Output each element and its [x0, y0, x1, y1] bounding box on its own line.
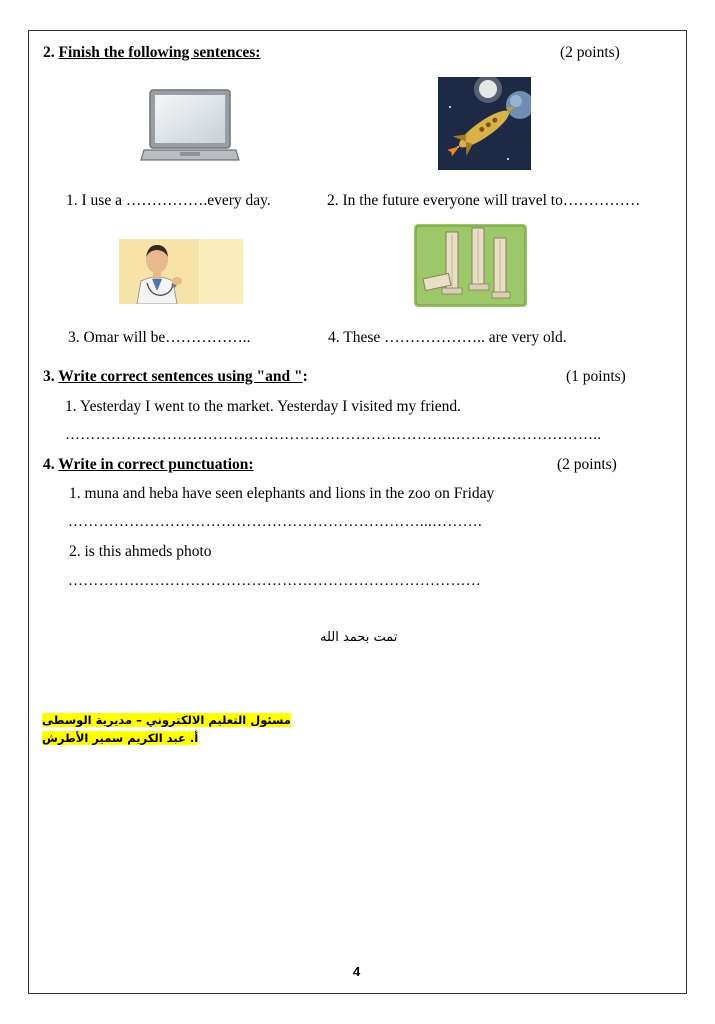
- section-4-item-1: 1. muna and heba have seen elephants and lions in the zoo on Friday: [69, 485, 495, 502]
- section-3-item-1: 1. Yesterday I went to the market. Yesterday I visited my friend.: [65, 398, 462, 415]
- section-4-points: (2 points): [557, 456, 617, 473]
- credit-line-2: أ. عبد الكريم سمير الأطرش: [42, 731, 199, 745]
- section-3-points: (1 points): [566, 368, 626, 385]
- section-2-item-2: 2. In the future everyone will travel to……………: [327, 192, 641, 209]
- credit-line-1: مسئول التعليم الالكتروني – مديرية الوسطى: [42, 713, 291, 727]
- section-2-heading: [43, 44, 260, 62]
- section-2-points: (2 points): [560, 44, 620, 61]
- section-4-heading: [43, 456, 254, 474]
- ruins-columns-picture: [414, 224, 527, 307]
- section-4-answer-line-2: ………………………………………………………………………: [68, 573, 482, 589]
- page-number: 4: [353, 964, 361, 979]
- laptop-picture: [140, 88, 240, 164]
- section-2-title: Finish the following sentences:: [58, 44, 261, 61]
- page-border: [28, 30, 687, 994]
- section-3-heading: [43, 368, 308, 386]
- section-4-item-2: 2. is this ahmeds photo: [69, 543, 212, 560]
- section-2-item-4: 4. These ……………….. are very old.: [328, 329, 567, 346]
- rocket-space-picture: [438, 77, 531, 170]
- section-2-item-1: 1. I use a …………….every day.: [66, 192, 271, 209]
- section-4-number: 4.: [43, 456, 55, 473]
- section-2-item-3: 3. Omar will be……………..: [68, 329, 251, 346]
- section-3-number: 3.: [43, 368, 55, 385]
- closing-text: تمت بحمد الله: [320, 630, 398, 645]
- section-3-answer-line: …………………………………………………………………..………………………..: [65, 427, 602, 443]
- doctor-picture: [119, 239, 243, 304]
- section-3-title-suffix: :: [302, 368, 308, 385]
- section-2-number: 2.: [43, 44, 55, 61]
- section-3-title: Write correct sentences using "and ": [58, 368, 303, 385]
- section-4-title: Write in correct punctuation:: [58, 456, 254, 473]
- author-credit: [42, 711, 291, 747]
- section-4-answer-line-1: ……………………………………………………………...……….: [68, 514, 482, 530]
